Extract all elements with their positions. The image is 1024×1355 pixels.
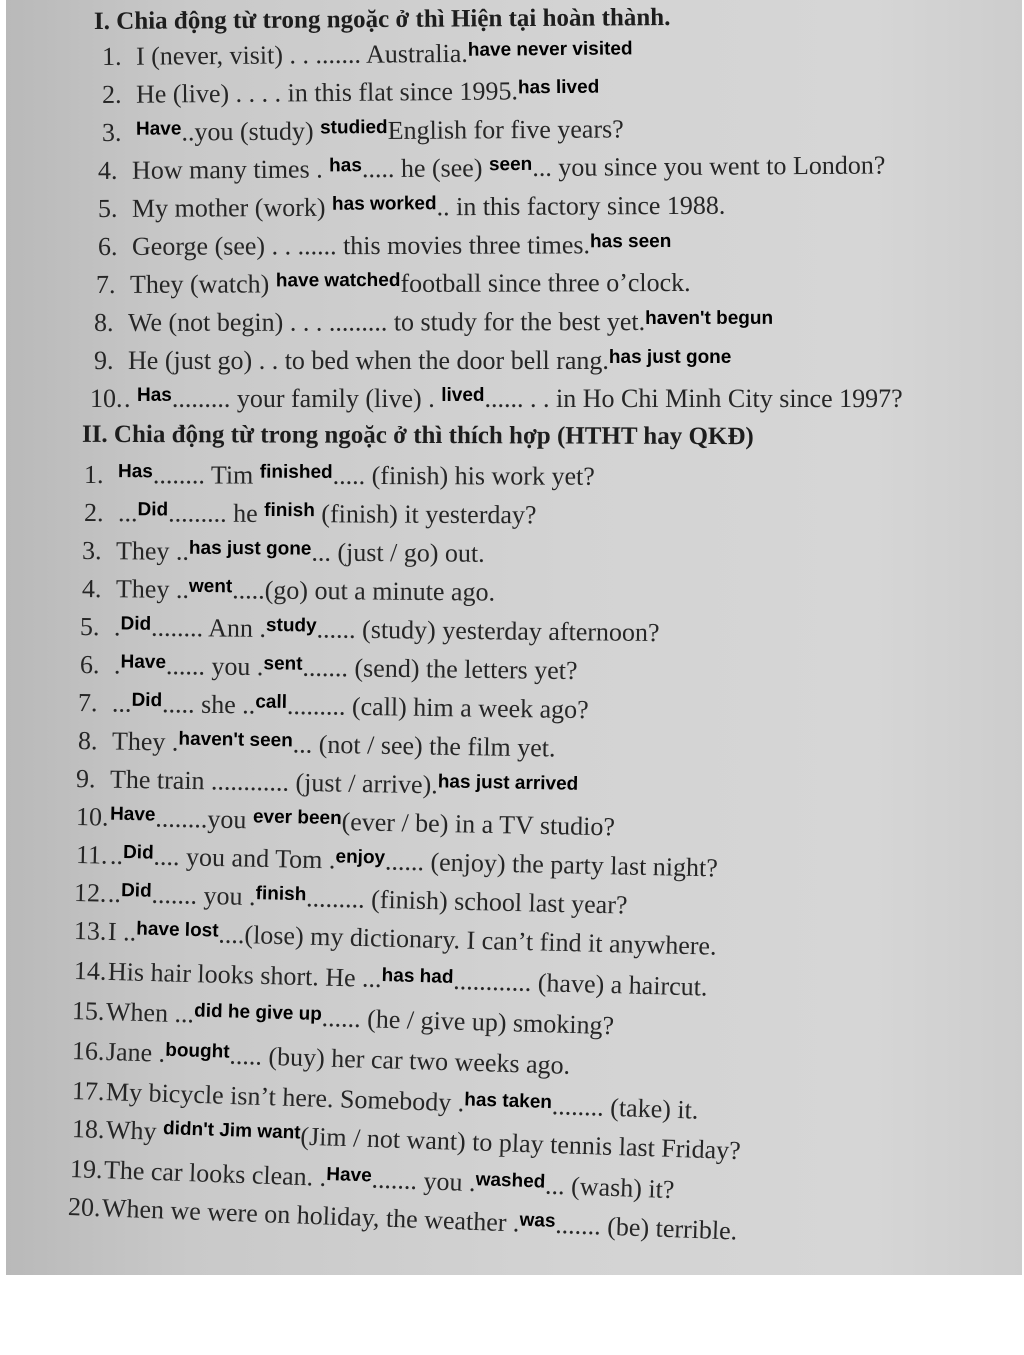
item-number: 5. (79, 612, 100, 642)
handwritten-answer: washed (475, 1169, 546, 1193)
exercise-item (80, 612, 660, 648)
handwritten-answer: call (255, 691, 288, 713)
handwritten-answer: have never visited (467, 38, 633, 61)
exercise-item (78, 726, 556, 763)
item-text: ....... you . (371, 1164, 477, 1198)
item-text: ........you (155, 803, 254, 835)
exercise-item (94, 307, 773, 338)
handwritten-answer: has lived (517, 76, 600, 99)
handwritten-answer: was (519, 1209, 556, 1232)
handwritten-answer: have watched (275, 269, 401, 292)
item-text: ......... your family (live) . (171, 384, 442, 413)
handwritten-answer: bought (164, 1039, 230, 1063)
item-number: 17. (71, 1076, 105, 1107)
item-text: ...... (he / give up) smoking? (321, 1002, 615, 1041)
handwritten-answer: went (188, 575, 233, 598)
handwritten-answer: has just gone (188, 537, 312, 560)
handwritten-answer: Have (120, 651, 167, 674)
item-text: .. (107, 878, 122, 909)
exercise-item (72, 996, 615, 1041)
exercise-item (76, 840, 718, 883)
item-text: The train ............ (just / arrive). (109, 764, 439, 800)
item-text: ... (wash) it? (544, 1170, 675, 1205)
exercise-item (84, 498, 537, 530)
item-text: (ever / be) in a TV studio? (341, 807, 616, 842)
item-number: 10. (75, 802, 109, 832)
item-number: 14. (73, 956, 107, 986)
item-number: 4. (81, 574, 102, 604)
exercise-item (82, 536, 485, 569)
exercise-item (74, 878, 628, 921)
item-number: 3. (81, 536, 102, 566)
item-number: 9. (94, 346, 114, 375)
handwritten-answer: enjoy (335, 846, 386, 869)
item-text: They .. (115, 574, 190, 604)
item-text: Why (105, 1115, 164, 1147)
item-text: . (113, 650, 121, 680)
handwritten-answer: has worked (331, 193, 437, 215)
item-text: ........ Ann . (150, 612, 267, 643)
handwritten-answer: has had (381, 965, 454, 988)
handwritten-answer: studied (319, 117, 388, 139)
item-text: He (just go) . . to bed when the door bell rang. (128, 346, 609, 375)
handwritten-answer: haven't seen (178, 728, 293, 752)
handwritten-answer: has seen (589, 230, 672, 253)
item-number: 6. (79, 650, 100, 680)
handwritten-answer: has just arrived (437, 771, 579, 795)
exercise-item (72, 1036, 571, 1081)
item-number: 7. (95, 269, 116, 299)
item-text: I (never, visit) . . ....... Australia. (135, 38, 468, 71)
exercise-item (74, 956, 708, 1003)
item-number: 10. (90, 384, 123, 413)
item-number: 4. (97, 155, 118, 185)
exercise-item (94, 346, 731, 376)
item-number: 13. (73, 916, 107, 946)
item-number: 15. (71, 996, 105, 1026)
section2-title: II. Chia động từ trong ngoặc ở thì thích hợp (HTHT hay QKĐ) (81, 420, 754, 451)
item-number: 3. (101, 117, 122, 147)
exercise-item (78, 688, 589, 725)
item-text: ... (just / go) out. (311, 537, 485, 568)
item-text: They . (111, 726, 179, 757)
item-number: 7. (77, 688, 98, 718)
item-text: (finish) it yesterday? (314, 499, 537, 530)
item-text: The car looks clean. . (103, 1155, 327, 1192)
item-text: .... you and Tom . (153, 841, 336, 875)
handwritten-answer: Have (325, 1163, 373, 1187)
handwritten-answer: ever been (252, 806, 342, 830)
item-text: ... (not / see) the film yet. (292, 729, 556, 763)
item-text: ............ (have) a haircut. (453, 965, 708, 1002)
item-text: ....... you . (151, 879, 256, 912)
item-number: 6. (97, 231, 118, 261)
item-number: 2. (101, 79, 122, 109)
handwritten-answer: sent (263, 653, 303, 675)
item-text: ........ (take) it. (551, 1091, 699, 1125)
exercise-item (102, 76, 600, 110)
item-text: We (not begin) . . . ......... to study for the best yet. (127, 307, 646, 337)
item-number: 2. (83, 498, 104, 528)
handwritten-answer: lived (441, 385, 485, 406)
item-text: When we were on holiday, the weather . (101, 1193, 521, 1238)
item-text: ..... he (see) (361, 153, 490, 184)
item-text: My mother (work) (131, 192, 333, 223)
handwritten-answer: Did (137, 499, 169, 521)
item-text: ..... (buy) her car two weeks ago. (229, 1040, 571, 1080)
item-text: ......... (call) him a week ago? (286, 690, 589, 725)
item-text: ......... he (168, 498, 265, 528)
item-text: ...... (enjoy) the party last night? (384, 846, 719, 883)
section1-title: I. Chia động từ trong ngoặc ở thì Hiện tại hoàn thành. (93, 3, 671, 36)
handwritten-answer: finish (264, 499, 315, 522)
item-text: ... you since you went to London? (532, 150, 886, 182)
exercise-item (98, 230, 671, 262)
item-text: ......... (finish) school last year? (305, 883, 628, 920)
item-number: 1. (101, 41, 122, 71)
item-text: They (watch) (129, 269, 276, 299)
item-text: ...... you . (165, 651, 264, 682)
item-text: ... (117, 498, 138, 528)
item-text: ..... she .. (161, 689, 256, 720)
exercise-item (102, 37, 633, 72)
item-text: ...... . . in Ho Chi Minh City since 1997? (484, 384, 903, 413)
exercise-item (76, 764, 579, 803)
exercise-item (96, 268, 691, 300)
handwritten-answer: didn't Jim want (162, 1118, 301, 1144)
item-text: . (113, 612, 121, 642)
exercise-item (74, 916, 717, 962)
handwritten-answer: has just gone (608, 347, 732, 368)
item-text: When ... (105, 996, 195, 1029)
item-text: .. in this factory since 1988. (436, 190, 726, 222)
item-number: 5. (97, 193, 118, 223)
item-text: They .. (115, 536, 190, 566)
item-text: He (live) . . . . in this flat since 1995. (135, 76, 519, 109)
item-number: 11. (75, 840, 108, 870)
handwritten-answer: did he give up (193, 1000, 323, 1025)
item-number: 16. (71, 1036, 105, 1066)
item-text: .. (109, 840, 124, 870)
handwritten-answer: Did (131, 689, 163, 712)
item-text: ....(lose) my dictionary. I can’t find it anywhere. (218, 919, 717, 961)
item-text: ....... (be) terrible. (554, 1209, 738, 1246)
item-text: (Jim / not want) to play tennis last Friday? (299, 1121, 742, 1166)
item-text: My bicycle isn’t here. Somebody . (105, 1077, 465, 1118)
exercise-item (90, 384, 903, 414)
exercise-item (102, 114, 624, 148)
handwritten-answer: Have (109, 803, 156, 826)
item-text: . (124, 384, 137, 413)
item-text: ........ Tim (152, 460, 260, 490)
handwritten-answer: Did (122, 841, 154, 864)
handwritten-answer: haven't begun (645, 307, 774, 330)
handwritten-answer: seen (488, 153, 533, 176)
item-text: ..... (finish) his work yet? (332, 460, 595, 491)
item-text: football since three o’clock. (400, 267, 691, 298)
item-number: 8. (77, 726, 98, 756)
handwritten-answer: Did (120, 613, 152, 635)
handwritten-answer: Has (137, 385, 172, 406)
item-number: 9. (75, 764, 96, 794)
item-text: ..you (study) (181, 116, 321, 147)
item-text: ... (111, 688, 132, 718)
item-text: ...... (study) yesterday afternoon? (316, 614, 660, 648)
exercise-item (80, 650, 578, 686)
handwritten-answer: finish (255, 883, 307, 906)
item-text: George (see) . . ...... this movies three times. (131, 230, 591, 261)
handwritten-answer: Have (135, 118, 182, 140)
exercise-item (76, 802, 616, 842)
item-text: I .. (107, 916, 137, 947)
handwritten-answer: has (329, 155, 362, 177)
item-text: English for five years? (387, 114, 624, 146)
handwritten-answer: study (265, 614, 317, 637)
handwritten-answer: Has (117, 461, 153, 483)
exercise-item (98, 151, 886, 186)
item-text: How many times . (131, 154, 330, 185)
item-text: Jane . (105, 1037, 166, 1068)
exercise-item (82, 574, 495, 608)
item-number: 12. (73, 878, 107, 908)
item-number: 20. (67, 1192, 102, 1223)
item-text: ....... (send) the letters yet? (302, 652, 578, 686)
worksheet-photo (6, 0, 1022, 1275)
item-number: 18. (71, 1114, 105, 1145)
handwritten-answer: has taken (463, 1089, 553, 1114)
exercise-item (98, 191, 726, 224)
item-number: 8. (93, 307, 114, 337)
handwritten-answer: finished (259, 461, 333, 483)
handwritten-answer: Did (120, 880, 152, 902)
item-text: His hair looks short. He ... (107, 956, 382, 994)
exercise-item (84, 460, 595, 492)
item-text: .....(go) out a minute ago. (232, 575, 496, 607)
handwritten-answer: have lost (135, 918, 219, 942)
item-number: 19. (69, 1154, 104, 1185)
item-number: 1. (83, 460, 104, 490)
